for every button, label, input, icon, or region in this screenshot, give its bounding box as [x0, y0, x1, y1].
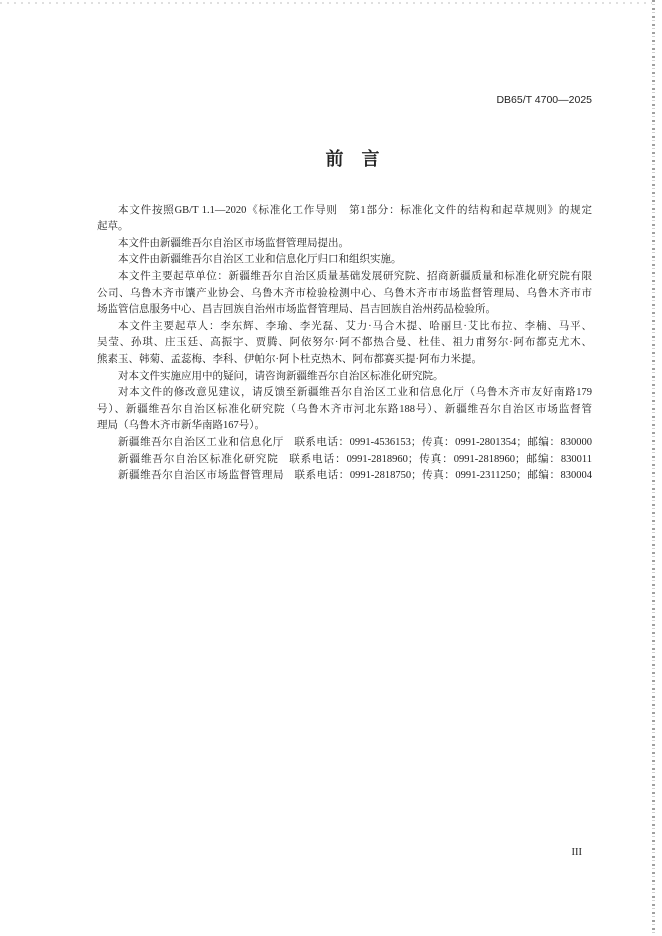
foreword-line: 本文件由新疆维吾尔自治区工业和信息化厅归口和组织实施。: [118, 254, 402, 266]
contact-phone: 0991-4536153: [349, 437, 411, 448]
contact-fax-label: 传真：: [418, 453, 454, 465]
contact-organization: 新疆维吾尔自治区工业和信息化厅: [118, 437, 284, 448]
contact-fax: 0991-2311250: [455, 470, 517, 482]
foreword-paragraph-inquiry: [97, 369, 592, 386]
foreword-paragraph-proposer: [97, 236, 592, 253]
foreword-line: 对本文件的修改意见建议，请反馈至新疆维吾尔自治区工业和信息化厅（乌鲁木齐市友好南路179: [118, 387, 592, 399]
foreword-paragraph-feedback: [97, 385, 592, 435]
contact-postcode: 830004: [560, 470, 593, 482]
contact-phone: 0991-2818960: [346, 453, 408, 465]
contact-fax-label: 传真：: [421, 437, 456, 448]
contact-separator: ；: [407, 453, 419, 465]
foreword-paragraph-drafting-units: [97, 269, 592, 319]
scan-edge-artifact-top: [0, 2, 652, 4]
contact-separator: ；: [515, 453, 526, 465]
foreword-line: 本文件按照GB/T 1.1—2020《标准化工作导则 第1部分：标准化文件的结构和起草规则》的规定: [118, 204, 592, 216]
foreword-paragraph-drafters: [97, 319, 592, 369]
contact-phone: 0991-2818750: [349, 470, 412, 482]
contact-postcode-label: 邮编：: [525, 453, 561, 465]
contact-phone-label: 联系电话：: [289, 453, 347, 465]
page-number: III: [571, 847, 582, 858]
contact-postcode: 830000: [560, 437, 593, 448]
foreword-line: 场监管信息服务中心、昌吉回族自治州市场监督管理局、昌吉回族自治州药品检验所。: [97, 304, 496, 316]
foreword-line: 公司、乌鲁木齐市馕产业协会、乌鲁木齐市检验检测中心、乌鲁木齐市市场监督管理局、乌鲁木齐市市: [97, 287, 592, 299]
scan-edge-artifact-right: [652, 0, 655, 936]
contact-postcode: 830011: [560, 453, 593, 465]
foreword-body: [97, 203, 592, 485]
contact-line: [97, 452, 592, 469]
contact-phone-label: 联系电话：: [294, 470, 350, 482]
foreword-line: 理局（乌鲁木齐市新华南路167号）。: [97, 420, 265, 432]
foreword-line: 起草。: [97, 221, 129, 233]
contact-fax: 0991-2818960: [453, 453, 515, 465]
contact-fax: 0991-2801354: [455, 437, 517, 448]
foreword-paragraph-administrator: [97, 252, 592, 269]
contact-phone-label: 联系电话：: [294, 437, 350, 448]
foreword-line: 本文件主要起草人：李东辉、李瑜、李光磊、艾力·马合木提、哈丽旦·艾比布拉、李楠、马平、: [118, 320, 592, 332]
contact-separator: ；: [411, 470, 422, 482]
contact-line: [97, 435, 592, 452]
foreword-line: 熊素玉、韩菊、孟蕊梅、李科、伊帕尔·阿卜杜克热木、阿布都赛买提·阿布力米提。: [97, 354, 482, 366]
foreword-line: 本文件由新疆维吾尔自治区市场监督管理局提出。: [118, 237, 349, 249]
foreword-paragraph-drafting-rules: [97, 203, 592, 236]
contact-line: [97, 468, 592, 485]
contact-postcode-label: 邮编：: [526, 470, 561, 482]
standard-number: DB65/T 4700—2025: [496, 94, 592, 106]
contact-separator: ；: [516, 437, 527, 448]
contact-organization: 新疆维吾尔自治区市场监督管理局: [118, 470, 285, 482]
contact-organization: 新疆维吾尔自治区标准化研究院: [118, 453, 279, 465]
contact-fax-label: 传真：: [421, 470, 456, 482]
contact-postcode-label: 邮编：: [526, 437, 561, 448]
foreword-line: 对本文件实施应用中的疑问，请咨询新疆维吾尔自治区标准化研究院。: [118, 370, 444, 382]
foreword-line: 吴莹、孙琪、庄玉廷、高振宇、贾腾、阿依努尔·阿不都热合曼、杜佳、祖力甫努尔·阿布都克尤木、: [97, 337, 592, 349]
foreword-line: 本文件主要起草单位：新疆维吾尔自治区质量基础发展研究院、招商新疆质量和标准化研究院有限: [118, 271, 592, 283]
foreword-line: 号）、新疆维吾尔自治区标准化研究院（乌鲁木齐市河北东路188号）、新疆维吾尔自治区市场监督管: [97, 403, 592, 415]
contact-separator: ；: [516, 470, 527, 482]
foreword-title: 前 言: [325, 149, 380, 170]
contact-separator: ；: [410, 437, 422, 448]
